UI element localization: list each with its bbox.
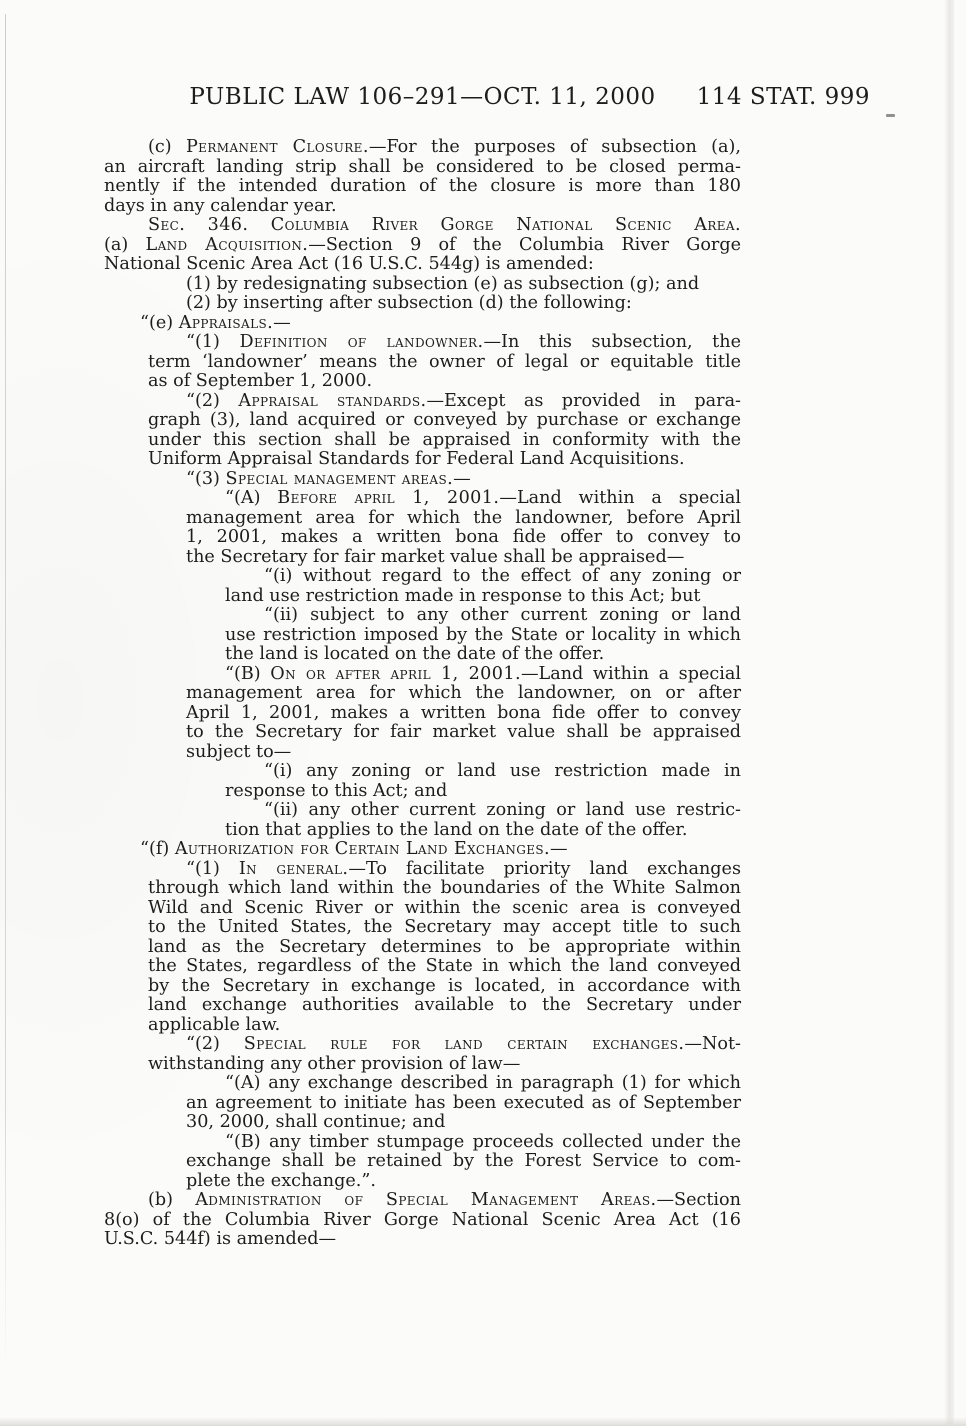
statute-line: “(B) any timber stumpage proceeds collected under the (225, 1131, 741, 1152)
statute-line: 8(o) of the Columbia River Gorge National Scenic Area Act (16 (104, 1209, 741, 1230)
statute-line: (b) Administration of Special Management Areas.—Section (148, 1190, 741, 1210)
statute-line: land exchange authorities available to the Secretary under (148, 995, 741, 1015)
statute-line: tion that applies to the land on the date of the offer. (225, 819, 688, 840)
statute-line: land use restriction made in response to this Act; but (225, 585, 701, 606)
scan-edge-left-line (5, 14, 6, 1374)
small-caps-run: Special management areas. (225, 468, 454, 489)
statute-line: “(2) Appraisal standards.—Except as provided in para- (186, 390, 742, 411)
scan-edge-bottom-band (0, 1417, 966, 1426)
statute-line: under this section shall be appraised in conformity with the (148, 429, 741, 450)
statute-line: 30, 2000, shall continue; and (186, 1112, 446, 1132)
small-caps-run: On or after april 1, 2001. (270, 663, 521, 684)
statute-line (148, 216, 741, 236)
statute-line: use restriction imposed by the State or locality in which (225, 624, 741, 645)
statute-line: “(ii) subject to any other current zoning or land (264, 605, 741, 625)
statute-line: Uniform Appraisal Standards for Federal Land Acquisitions. (148, 449, 685, 469)
statute-line: National Scenic Area Act (16 U.S.C. 544g) is amended: (104, 254, 594, 274)
small-caps-run: Special rule for land certain exchanges. (243, 1034, 685, 1054)
statute-line: to the United States, the Secretary may accept title to such (148, 917, 741, 937)
statute-line: nently if the intended duration of the closure is more than 180 (104, 176, 741, 196)
small-caps-run: Land Acquisition. (145, 234, 309, 255)
page-header-law-title: PUBLIC LAW 106–291—OCT. 11, 2000 (189, 84, 656, 110)
statute-line: applicable law. (148, 1014, 281, 1035)
small-caps-run: Permanent Closure. (185, 137, 369, 157)
small-caps-run: Authorization for Certain Land Exchanges. (174, 839, 551, 859)
small-caps-run: Before april 1, 2001. (277, 488, 500, 508)
statute-line: 1, 2001, makes a written bona fide offer to convey to (186, 527, 741, 547)
statute-line: response to this Act; and (225, 780, 448, 801)
statute-line: subject to— (186, 741, 292, 762)
statute-line: “(i) without regard to the effect of any zoning or (264, 566, 741, 586)
small-caps-run: Administration of Special Management Areas. (195, 1190, 657, 1210)
statute-line: “(A) Before april 1, 2001.—Land within a special (225, 488, 741, 508)
statute-line: “(i) any zoning or land use restriction made in (264, 761, 741, 781)
statute-line: “(f) Authorization for Certain Land Exchanges.— (140, 839, 568, 859)
statute-line: April 1, 2001, makes a written bona fide offer to convey (186, 702, 741, 723)
statute-text-block (104, 138, 741, 1250)
statute-line: “(ii) any other current zoning or land use restric- (264, 800, 741, 820)
statute-line: Wild and Scenic River or within the scenic area is conveyed (148, 897, 741, 918)
statute-line: (a) Land Acquisition.—Section 9 of the Columbia River Gorge (104, 234, 742, 255)
scan-edge-right-band (944, 0, 954, 1426)
small-caps-run: In general. (238, 858, 349, 879)
statute-line: “(1) Definition of landowner.—In this subsection, the (186, 332, 741, 352)
statute-line: (c) Permanent Closure.—For the purposes of subsection (a), (148, 137, 741, 157)
statute-line: (1) by redesignating subsection (e) as subsection (g); and (186, 273, 700, 294)
statute-line: the Secretary for fair market value shall be appraised— (186, 546, 685, 567)
statute-line: exchange shall be retained by the Forest Service to com- (186, 1151, 741, 1171)
statute-line: plete the exchange.”. (186, 1170, 376, 1191)
statute-line: as of September 1, 2000. (148, 371, 373, 391)
small-caps-run: Sec. 346. Columbia River Gorge National Scenic Area. (148, 215, 741, 235)
small-caps-run: Appraisal standards. (238, 390, 427, 411)
statute-line: term ‘landowner’ means the owner of legal or equitable title (148, 351, 741, 372)
statute-line: “(3) Special management areas.— (186, 468, 471, 489)
statute-line: days in any calendar year. (104, 195, 337, 216)
statute-line: the land is located on the date of the offer. (225, 644, 605, 664)
statute-line: withstanding any other provision of law— (148, 1053, 521, 1074)
statute-line: an agreement to initiate has been executed as of September (186, 1092, 741, 1113)
statute-line: to the Secretary for fair market value shall be appraised (186, 722, 741, 742)
statute-line: (2) by inserting after subsection (d) the following: (186, 293, 632, 313)
statute-line: “(1) In general.—To facilitate priority land exchanges (186, 858, 741, 879)
statute-line: “(2) Special rule for land certain exchanges.—Not- (186, 1034, 742, 1054)
statute-line: through which land within the boundaries of the White Salmon (148, 878, 741, 898)
statute-line: graph (3), land acquired or conveyed by purchase or exchange (148, 410, 741, 430)
small-caps-run: Definition of landowner. (239, 332, 484, 352)
statute-line: management area for which the landowner, on or after (186, 683, 741, 703)
scan-speck-dash (886, 114, 895, 117)
statute-line: land as the Secretary determines to be appropriate within (148, 936, 741, 957)
statute-line: U.S.C. 544f) is amended— (104, 1229, 337, 1249)
small-caps-run: Appraisals. (178, 312, 274, 333)
statute-line: “(e) Appraisals.— (140, 312, 291, 333)
statute-line: the States, regardless of the State in which the land conveyed (148, 956, 741, 976)
statute-line: “(B) On or after april 1, 2001.—Land within a special (225, 663, 741, 684)
statute-line: by the Secretary in exchange is located, in accordance with (148, 975, 741, 996)
statute-line: management area for which the landowner, before April (186, 507, 741, 528)
page-header-stat-number: 114 STAT. 999 (696, 84, 870, 110)
statute-line: “(A) any exchange described in paragraph (1) for which (225, 1073, 741, 1093)
statute-line: an aircraft landing strip shall be considered to be closed perma- (104, 156, 741, 177)
